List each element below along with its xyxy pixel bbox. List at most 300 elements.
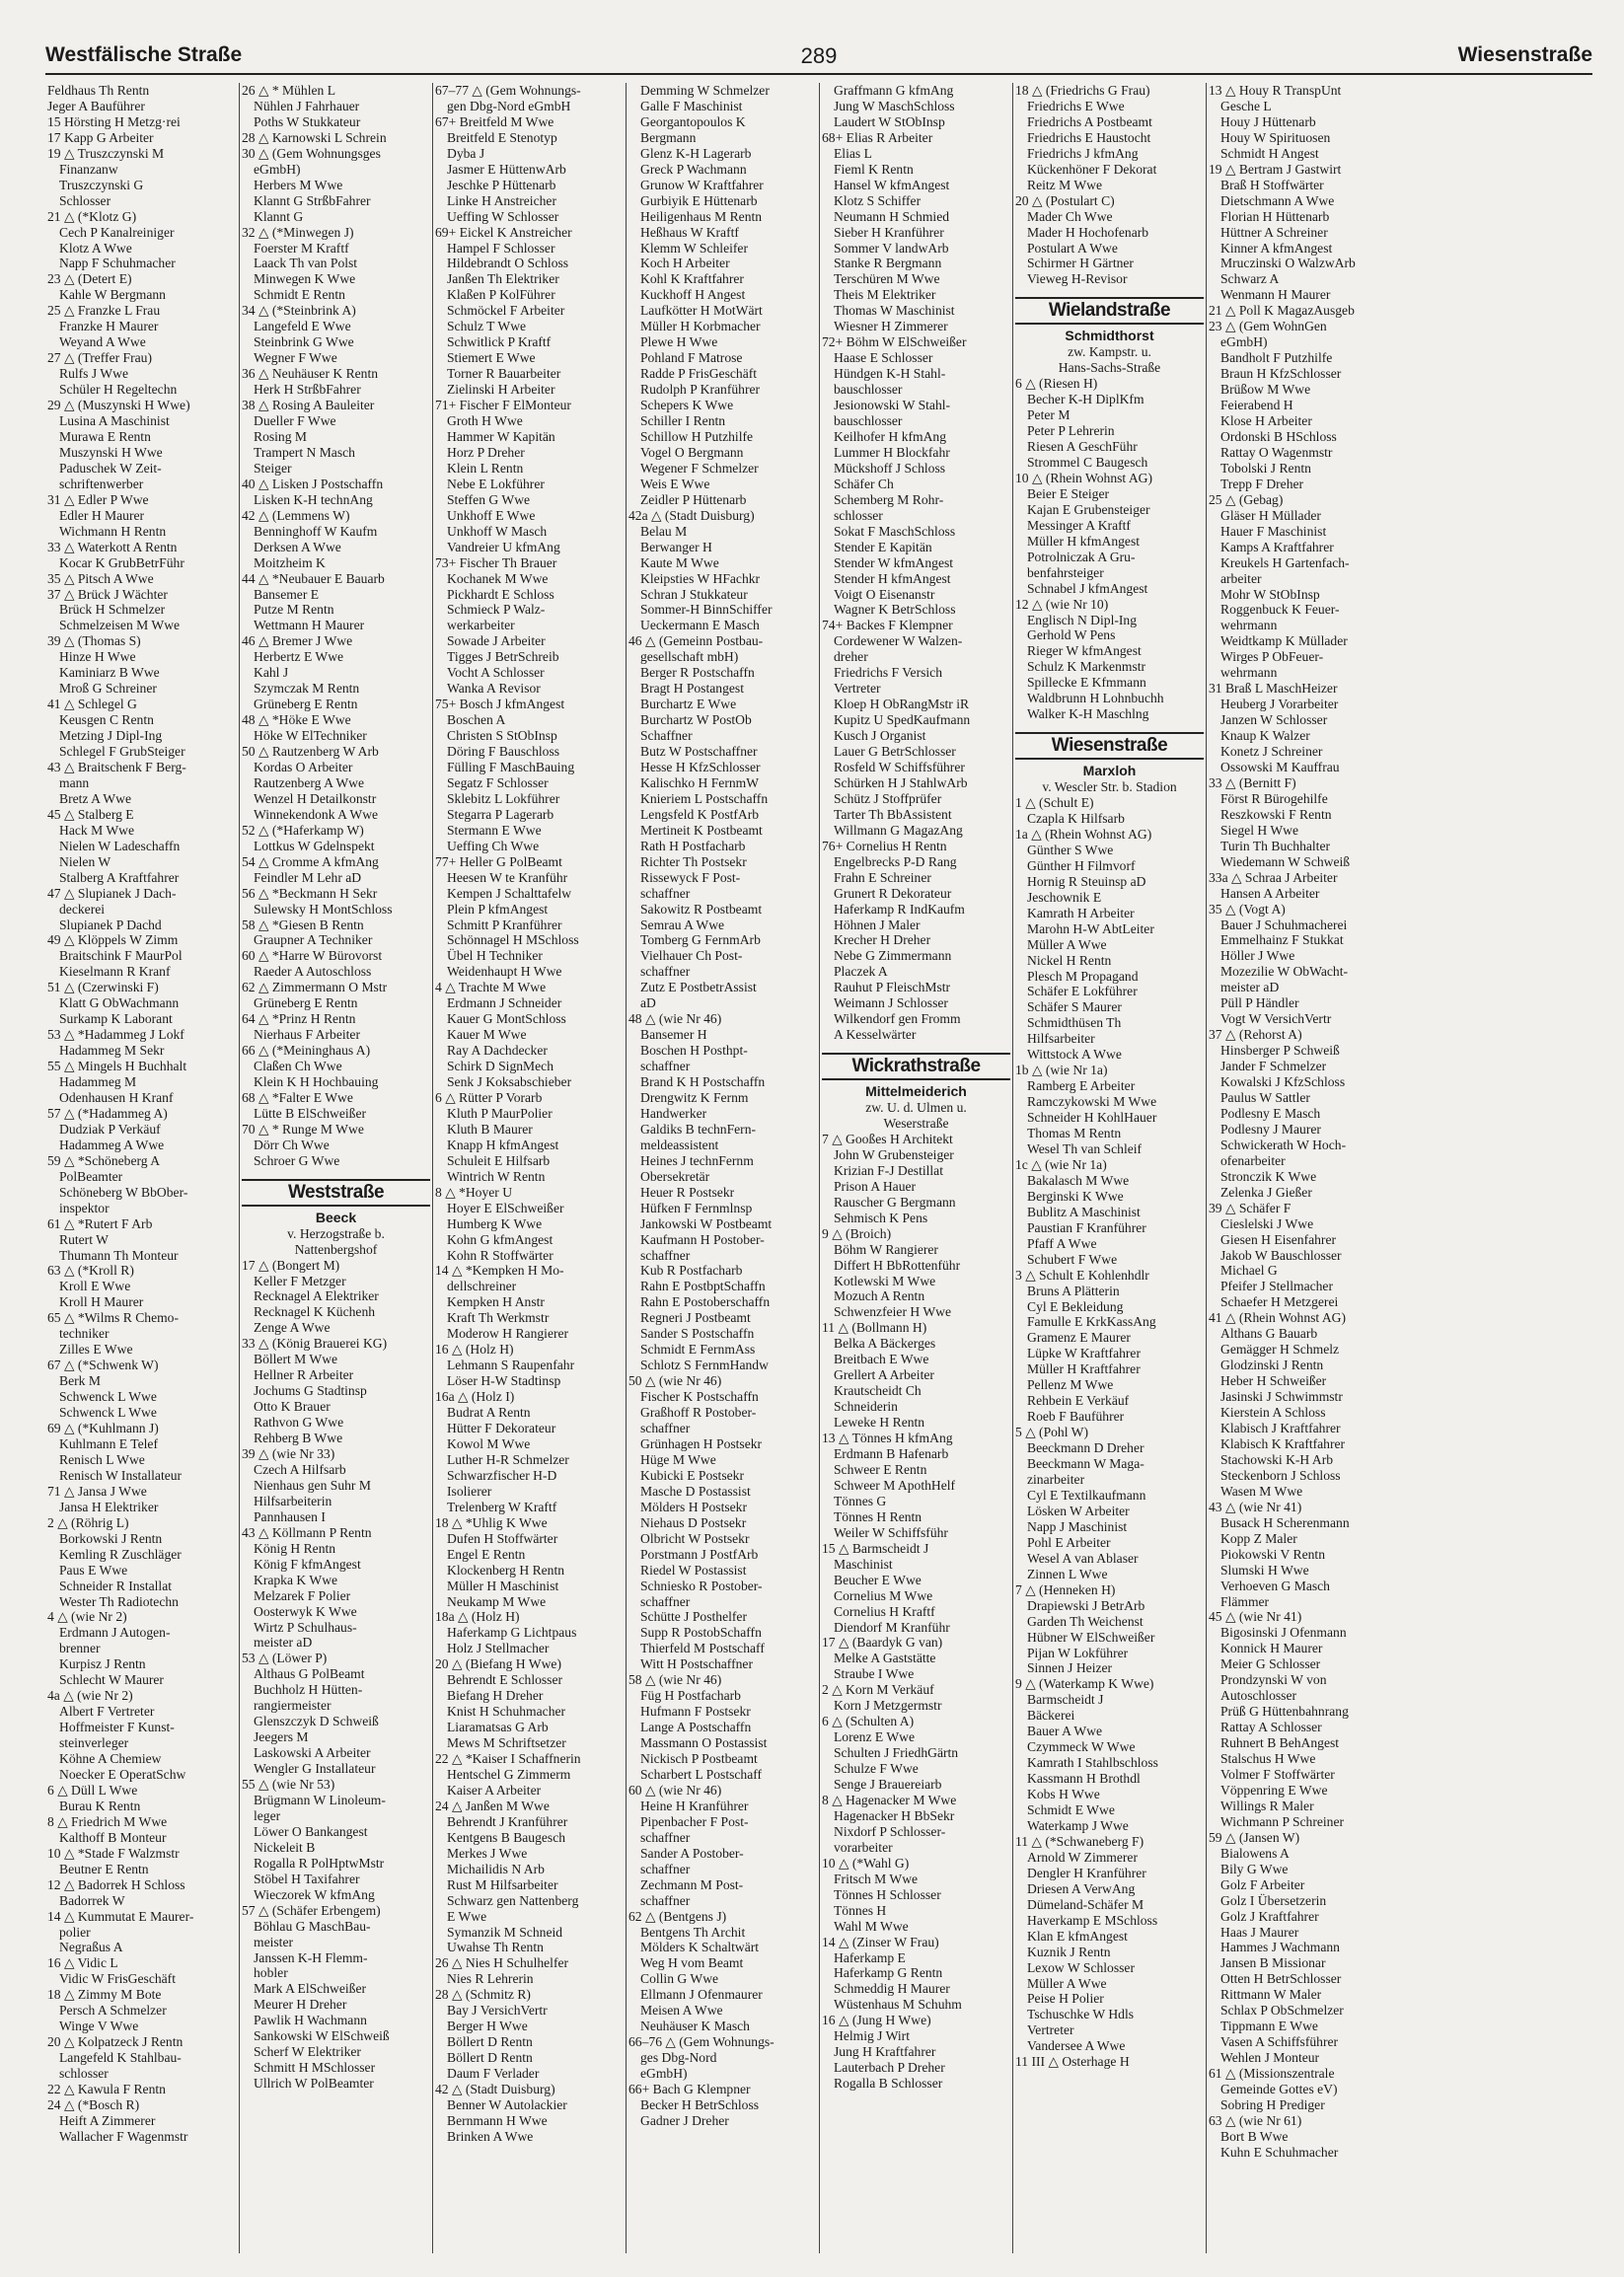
- directory-entry: Klotz S Schiffer: [834, 192, 922, 208]
- directory-entry: Tönnes H Rentn: [834, 1508, 923, 1524]
- directory-entry: gen Dbg-Nord eGmbH: [447, 98, 571, 113]
- directory-entry: 54 △ Cromme A kfmAng: [242, 853, 379, 869]
- directory-entry: Brand K H Postschaffn: [640, 1074, 766, 1090]
- directory-entry: Althans G Bauarb: [1220, 1326, 1318, 1342]
- directory-entry: Wasen M Wwe: [1220, 1483, 1303, 1499]
- directory-entry: 43 △ Köllmann P Rentn: [242, 1524, 372, 1540]
- directory-entry: Keilhofer H kfmAng: [834, 428, 947, 444]
- directory-entry: Friedrichs E Haustocht: [1027, 129, 1151, 145]
- directory-entry: Kohn G kfmAngest: [447, 1231, 554, 1247]
- directory-entry: Bansemer E: [254, 586, 320, 602]
- directory-entry: Schneider R Installat: [59, 1578, 173, 1593]
- directory-entry: Ordonski B HSchloss: [1220, 428, 1337, 444]
- directory-entry: Cornelius H Kraftf: [834, 1603, 935, 1619]
- directory-entry: Sokat F MaschSchloss: [834, 523, 956, 539]
- directory-entry: Kochanek M Wwe: [447, 570, 549, 586]
- directory-entry: Schmitt H MSchlosser: [254, 2060, 376, 2076]
- header-street-end: Wiesenstraße: [1457, 43, 1592, 66]
- directory-entry: Hilfsarbeiterin: [254, 1493, 332, 1508]
- directory-entry: Schirk D SignMech: [447, 1059, 554, 1074]
- directory-entry: Friedrichs E Wwe: [1027, 98, 1125, 113]
- directory-entry: Grellert A Arbeiter: [834, 1367, 934, 1383]
- directory-entry: Golz J Kraftfahrer: [1220, 1908, 1319, 1924]
- directory-entry: 13 △ Tönnes H kfmAng: [822, 1431, 953, 1446]
- directory-entry: Rissewyck F Post-: [640, 869, 741, 885]
- directory-entry: Hütter F Dekorateur: [447, 1421, 556, 1436]
- directory-entry: Senk J Koksabschieber: [447, 1074, 572, 1090]
- directory-entry: Symanzik M Schneid: [447, 1924, 563, 1940]
- directory-entry: Klabisch J Kraftfahrer: [1220, 1421, 1341, 1436]
- directory-entry: Schulten J FriedhGärtn: [834, 1745, 959, 1761]
- directory-entry: Tönnes G: [834, 1493, 887, 1508]
- directory-entry: Schwenck L Wwe: [59, 1389, 157, 1405]
- directory-entry: eGmbH): [1220, 334, 1268, 350]
- directory-entry: Jung H Kraftfahrer: [834, 2044, 936, 2060]
- directory-entry: Zechmann M Post-: [640, 1876, 744, 1892]
- directory-entry: Thierfeld M Postschaff: [640, 1641, 765, 1656]
- directory-entry: 45 △ (wie Nr 41): [1209, 1609, 1302, 1625]
- directory-entry: Driesen A VerwAng: [1027, 1880, 1136, 1896]
- directory-entry: Becher K-H DiplKfm: [1027, 392, 1144, 407]
- directory-entry: Heesen W te Kranführ: [447, 869, 568, 885]
- directory-entry: Lottkus W Gdelnspekt: [254, 838, 375, 853]
- directory-entry: Schubert F Wwe: [1027, 1251, 1118, 1267]
- directory-entry: Hellner R Arbeiter: [254, 1367, 354, 1383]
- street-range: v. Herzogstraße b.: [287, 1225, 385, 1241]
- directory-column-3: [432, 83, 626, 2253]
- directory-entry: Hüge M Wwe: [640, 1451, 716, 1467]
- directory-entry: Haas J Maurer: [1220, 1924, 1299, 1940]
- directory-entry: Melzarek F Polier: [254, 1587, 351, 1603]
- directory-entry: Albert F Vertreter: [59, 1704, 155, 1720]
- directory-entry: Schwenck L Wwe: [59, 1405, 157, 1421]
- directory-column-2: [239, 83, 432, 2253]
- directory-entry: Tarter Th BbAssistent: [834, 806, 952, 822]
- directory-entry: Helmig J Wirt: [834, 2028, 910, 2044]
- directory-entry: Schlax P ObSchmelzer: [1220, 2003, 1344, 2019]
- directory-entry: 8 △ Hagenacker M Wwe: [822, 1792, 957, 1807]
- directory-entry: ges Dbg-Nord: [640, 2050, 717, 2066]
- directory-entry: 41 △ (Rhein Wohnst AG): [1209, 1310, 1347, 1326]
- directory-entry: Mölders K Schaltwärt: [640, 1940, 760, 1955]
- directory-entry: Kahle W Bergmann: [59, 287, 166, 303]
- directory-entry: Ueffing Ch Wwe: [447, 838, 540, 853]
- directory-entry: Dörr Ch Wwe: [254, 1137, 330, 1152]
- directory-entry: 66 △ (*Meininghaus A): [242, 1043, 371, 1059]
- directory-entry: Berginski K Wwe: [1027, 1188, 1124, 1204]
- directory-entry: Vandreier U kfmAng: [447, 539, 560, 554]
- directory-entry: 74+ Backes F Klempner: [822, 618, 953, 633]
- directory-entry: Bily G Wwe: [1220, 1861, 1289, 1876]
- directory-entry: Zelenka J Gießer: [1220, 1184, 1312, 1200]
- directory-entry: Nielen W: [59, 853, 111, 869]
- directory-entry: Rogalla B Schlosser: [834, 2076, 943, 2092]
- directory-entry: Sowade J Arbeiter: [447, 633, 546, 649]
- directory-entry: Steinbrink G Wwe: [254, 334, 354, 350]
- directory-entry: Stiemert E Wwe: [447, 350, 536, 366]
- directory-entry: Kinner A kfmAngest: [1220, 240, 1333, 256]
- page-header: [45, 39, 1592, 73]
- directory-entry: Klose H Arbeiter: [1220, 413, 1312, 429]
- directory-entry: Rudolph P Kranführer: [640, 382, 761, 398]
- directory-entry: 16 △ (Jung H Wwe): [822, 2013, 931, 2028]
- directory-entry: Mews M Schriftsetzer: [447, 1735, 566, 1751]
- directory-entry: Klannt G: [254, 208, 304, 224]
- directory-entry: 77+ Heller G PolBeamt: [435, 853, 562, 869]
- directory-entry: Weis E Wwe: [640, 476, 710, 491]
- directory-entry: Müller A Wwe: [1027, 936, 1107, 952]
- directory-entry: Gramenz E Maurer: [1027, 1330, 1131, 1346]
- directory-entry: Willmann G MagazAng: [834, 822, 963, 838]
- directory-entry: Persch A Schmelzer: [59, 2003, 167, 2019]
- directory-entry: meldeassistent: [640, 1137, 719, 1152]
- district-heading: Marxloh: [1082, 763, 1137, 779]
- directory-entry: Garden Th Weichenst: [1027, 1613, 1144, 1629]
- directory-entry: Emmelhainz F Stukkat: [1220, 932, 1344, 948]
- directory-entry: Mruczinski O WalzwArb: [1220, 256, 1356, 271]
- directory-entry: Heines J technFernm: [640, 1152, 754, 1168]
- directory-entry: Steckenborn J Schloss: [1220, 1467, 1341, 1483]
- directory-entry: Haferkamp E: [834, 1949, 906, 1965]
- directory-entry: Bäckerei: [1027, 1708, 1075, 1724]
- directory-entry: Schürken H J StahlwArb: [834, 774, 968, 790]
- directory-entry: Pawlik H Wachmann: [254, 2013, 367, 2028]
- directory-entry: 58 △ (wie Nr 46): [628, 1672, 722, 1688]
- directory-entry: 19 △ Bertram J Gastwirt: [1209, 161, 1342, 177]
- directory-entry: Schulze F Wwe: [834, 1761, 919, 1777]
- directory-entry: 70 △ * Runge M Wwe: [242, 1121, 364, 1137]
- directory-entry: Kauer M Wwe: [447, 1027, 527, 1043]
- directory-entry: 63 △ (wie Nr 61): [1209, 2112, 1302, 2128]
- directory-entry: Bigosinski J Ofenmann: [1220, 1625, 1347, 1641]
- directory-entry: Kluth P MaurPolier: [447, 1105, 553, 1121]
- directory-entry: 11 △ (*Schwaneberg F): [1015, 1833, 1144, 1849]
- directory-entry: Rautzenberg A Wwe: [254, 774, 364, 790]
- directory-entry: Wüstenhaus M Schuhm: [834, 1997, 962, 2013]
- directory-entry: Jansa H Elektriker: [59, 1499, 159, 1514]
- directory-entry: 20 △ Kolpatzeck J Rentn: [47, 2034, 184, 2050]
- directory-entry: Zinnen L Wwe: [1027, 1566, 1108, 1581]
- directory-entry: Messinger A Kraftf: [1027, 517, 1131, 533]
- directory-entry: 10 △ *Stade F Walzmstr: [47, 1845, 180, 1861]
- directory-entry: Füg H Postfacharb: [640, 1688, 741, 1704]
- directory-entry: Vidic W FrisGeschäft: [59, 1971, 176, 1987]
- directory-entry: 76+ Cornelius H Rentn: [822, 838, 947, 853]
- directory-entry: Nielen W Ladeschaffn: [59, 838, 181, 853]
- directory-entry: bauschlosser: [834, 413, 903, 429]
- directory-entry: Hinsberger P Schweiß: [1220, 1043, 1340, 1059]
- directory-entry: Kotlewski M Wwe: [834, 1273, 936, 1288]
- directory-entry: Jeger A Bauführer: [47, 98, 145, 113]
- directory-entry: Kuckhoff H Angest: [640, 287, 746, 303]
- directory-entry: 3 △ Schult E Kohlenhdlr: [1015, 1267, 1149, 1283]
- directory-entry: Graffmann G kfmAng: [834, 83, 954, 98]
- directory-entry: Köhne A Chemiew: [59, 1751, 162, 1767]
- directory-entry: Mader H Hochofenarb: [1027, 224, 1149, 240]
- directory-entry: Schäfer S Maurer: [1027, 999, 1122, 1015]
- directory-entry: Bublitz A Maschinist: [1027, 1204, 1141, 1219]
- directory-entry: Brinken A Wwe: [447, 2128, 534, 2144]
- directory-entry: Benner W Autolackier: [447, 2097, 567, 2112]
- directory-entry: 33a △ Schraa J Arbeiter: [1209, 869, 1338, 885]
- directory-entry: Prüß G Hüttenbahnrang: [1220, 1704, 1349, 1720]
- directory-entry: Laudert W StObInsp: [834, 113, 945, 129]
- directory-entry: 36 △ Neuhäuser K Rentn: [242, 366, 379, 382]
- directory-entry: 71+ Fischer F ElMonteur: [435, 398, 571, 413]
- directory-entry: Christen S StObInsp: [447, 728, 557, 744]
- directory-entry: 22 △ *Kaiser I Schaffnerin: [435, 1751, 581, 1767]
- directory-entry: Roeb F Bauführer: [1027, 1409, 1125, 1425]
- directory-entry: 37 △ (Rehorst A): [1209, 1027, 1302, 1043]
- directory-entry: Müller H Kraftfahrer: [1027, 1361, 1141, 1377]
- directory-entry: eGmbH): [640, 2066, 688, 2082]
- directory-entry: Wenzel H Detailkonstr: [254, 790, 377, 806]
- directory-entry: Böllert M Wwe: [254, 1352, 338, 1367]
- directory-entry: Braun H KfzSchlosser: [1220, 366, 1342, 382]
- directory-entry: Schwarz A: [1220, 271, 1280, 287]
- directory-entry: Klockenberg H Rentn: [447, 1562, 565, 1578]
- directory-entry: Bragt H Postangest: [640, 681, 744, 697]
- directory-entry: 50 △ Rautzenberg W Arb: [242, 744, 379, 760]
- directory-entry: Otto K Brauer: [254, 1399, 331, 1415]
- directory-entry: Jeschownik E: [1027, 889, 1102, 905]
- directory-entry: Wirges P ObFeuer-: [1220, 649, 1324, 665]
- directory-entry: Weiler W Schiffsführ: [834, 1524, 948, 1540]
- directory-entry: Haverkamp E MSchloss: [1027, 1912, 1158, 1928]
- directory-entry: Höke W ElTechniker: [254, 728, 367, 744]
- directory-entry: 50 △ (wie Nr 46): [628, 1373, 722, 1389]
- directory-entry: Burchartz E Wwe: [640, 697, 737, 712]
- directory-entry: Braitschink F MaurPol: [59, 948, 183, 964]
- directory-entry: Grünhagen H Postsekr: [640, 1435, 763, 1451]
- street-range: v. Wescler Str. b. Stadion: [1042, 779, 1177, 795]
- directory-entry: Kloep H ObRangMstr iR: [834, 697, 970, 712]
- directory-entry: 66–76 △ (Gem Wohnungs-: [628, 2034, 775, 2050]
- directory-entry: Butz W Postschaffner: [640, 744, 758, 760]
- directory-entry: Tobolski J Rentn: [1220, 460, 1311, 476]
- directory-entry: Hübner W ElSchweißer: [1027, 1629, 1155, 1645]
- directory-entry: Heift A Zimmerer: [59, 2112, 156, 2128]
- directory-entry: Voigt O Eisenanstr: [834, 586, 935, 602]
- directory-entry: Metzing J Dipl-Ing: [59, 728, 163, 744]
- directory-entry: Becker H BetrSchloss: [640, 2097, 760, 2112]
- directory-entry: Pohl E Arbeiter: [1027, 1534, 1111, 1550]
- directory-entry: Handwerker: [640, 1105, 707, 1121]
- directory-entry: Haferkamp R IndKaufm: [834, 901, 965, 917]
- directory-entry: Janzen W Schlosser: [1220, 712, 1328, 728]
- directory-entry: Unkhoff E Wwe: [447, 507, 536, 523]
- directory-entry: Nebe E Lokführer: [447, 476, 545, 491]
- directory-entry: Heßhaus W Kraftf: [640, 224, 739, 240]
- directory-entry: 60 △ *Harre W Bürovorst: [242, 948, 383, 964]
- directory-entry: Brück H Schmelzer: [59, 602, 166, 618]
- directory-entry: Segatz F Schlosser: [447, 774, 549, 790]
- directory-entry: 12 △ (wie Nr 10): [1015, 596, 1109, 612]
- street-heading: Wiesenstraße: [1015, 732, 1204, 760]
- directory-entry: schaffner: [640, 885, 691, 901]
- directory-entry: Trampert N Masch: [254, 444, 355, 460]
- directory-entry: Pijan W Lokführer: [1027, 1645, 1129, 1660]
- directory-entry: 24 △ (*Bosch R): [47, 2097, 140, 2112]
- directory-entry: Theis M Elektriker: [834, 287, 936, 303]
- directory-entry: Schiller I Rentn: [640, 413, 726, 429]
- street-range: zw. Kampstr. u.: [1068, 344, 1151, 360]
- directory-entry: Brüßow M Wwe: [1220, 382, 1311, 398]
- directory-entry: Wegener F Schmelzer: [640, 460, 759, 476]
- directory-entry: Napp J Maschinist: [1027, 1518, 1128, 1534]
- directory-entry: Schroer G Wwe: [254, 1152, 340, 1168]
- directory-entry: Cornelius M Wwe: [834, 1587, 933, 1603]
- directory-entry: Rahn E Postoberschaffn: [640, 1294, 771, 1310]
- directory-entry: Meisen A Wwe: [640, 2003, 723, 2019]
- directory-entry: 6 △ Düll L Wwe: [47, 1782, 138, 1798]
- directory-entry: 11 III △ Osterhage H: [1015, 2054, 1130, 2070]
- directory-entry: Cyl E Textilkaufmann: [1027, 1487, 1146, 1503]
- directory-entry: Schniesko R Postober-: [640, 1578, 763, 1593]
- directory-entry: Grunert R Dekorateur: [834, 885, 952, 901]
- directory-entry: Dueller F Wwe: [254, 413, 336, 429]
- directory-entry: Kowalski J KfzSchloss: [1220, 1074, 1346, 1090]
- directory-entry: 35 △ Pitsch A Wwe: [47, 570, 154, 586]
- directory-entry: Bernmann H Wwe: [447, 2112, 548, 2128]
- directory-entry: Althaus G PolBeamt: [254, 1666, 365, 1682]
- directory-entry: Kamps A Kraftfahrer: [1220, 539, 1334, 554]
- directory-entry: Zielinski H Arbeiter: [447, 382, 555, 398]
- directory-entry: Surkamp K Laborant: [59, 1011, 173, 1027]
- directory-entry: Maschinist: [834, 1556, 893, 1572]
- directory-entry: Knist H Schuhmacher: [447, 1704, 566, 1720]
- directory-entry: Napp F Schuhmacher: [59, 256, 176, 271]
- directory-entry: 18a △ (Holz H): [435, 1609, 520, 1625]
- directory-entry: Sankowski W ElSchweiß: [254, 2028, 390, 2044]
- directory-entry: 16 △ Vidic L: [47, 1955, 118, 1971]
- directory-entry: wehrmann: [1220, 618, 1278, 633]
- directory-entry: Hündgen K-H Stahl-: [834, 366, 946, 382]
- directory-entry: Paus E Wwe: [59, 1562, 128, 1578]
- directory-entry: Neumann H Schmied: [834, 208, 950, 224]
- directory-entry: Kordas O Arbeiter: [254, 759, 353, 774]
- directory-entry: 33 △ Waterkott A Rentn: [47, 539, 178, 554]
- directory-entry: Ramberg E Arbeiter: [1027, 1078, 1136, 1094]
- directory-entry: 58 △ *Giesen B Rentn: [242, 917, 364, 932]
- directory-entry: Jasmer E HüttenwArb: [447, 161, 566, 177]
- directory-entry: Kusch J Organist: [834, 728, 926, 744]
- directory-entry: 65 △ *Wilms R Chemo-: [47, 1310, 180, 1326]
- directory-entry: Rattay O Wagenmstr: [1220, 444, 1333, 460]
- directory-entry: Klabisch K Kraftfahrer: [1220, 1435, 1346, 1451]
- directory-entry: 14 △ Kummutat E Maurer-: [47, 1908, 194, 1924]
- directory-entry: Wesel Th van Schleif: [1027, 1141, 1143, 1156]
- directory-entry: Brügmann W Linoleum-: [254, 1792, 386, 1807]
- directory-entry: 6 △ (Riesen H): [1015, 376, 1098, 392]
- directory-entry: Bansemer H: [640, 1027, 707, 1043]
- directory-entry: Isolierer: [447, 1483, 492, 1499]
- directory-entry: Poths W Stukkateur: [254, 113, 361, 129]
- directory-entry: Kleipsties W HFachkr: [640, 570, 761, 586]
- directory-entry: Jankowski W Postbeamt: [640, 1215, 773, 1231]
- directory-entry: 6 △ (Schulten A): [822, 1714, 915, 1729]
- directory-entry: 11 △ (Bollmann H): [822, 1320, 927, 1336]
- directory-entry: Löwer O Bankangest: [254, 1823, 368, 1839]
- directory-entry: Wieczorek W kfmAng: [254, 1886, 375, 1902]
- directory-entry: Stalschus H Wwe: [1220, 1751, 1316, 1767]
- directory-entry: Ueffing W Schlosser: [447, 208, 559, 224]
- directory-entry: Ruhnert B BehAngest: [1220, 1735, 1340, 1751]
- header-rule: [45, 73, 1592, 75]
- directory-entry: Schepers K Wwe: [640, 398, 734, 413]
- directory-entry: Burchartz W PostOb: [640, 712, 752, 728]
- directory-entry: aD: [640, 995, 656, 1011]
- directory-entry: Schwarzfischer H-D: [447, 1467, 557, 1483]
- directory-entry: Ramczykowski M Wwe: [1027, 1094, 1157, 1110]
- directory-entry: Schmidt H Angest: [1220, 145, 1319, 161]
- directory-entry: Wilkendorf gen Fromm: [834, 1011, 961, 1027]
- directory-entry: 17 Kapp G Arbeiter: [47, 129, 154, 145]
- directory-entry: 48 △ (wie Nr 46): [628, 1011, 722, 1027]
- directory-entry: Vandersee A Wwe: [1027, 2038, 1126, 2054]
- directory-entry: Wiedemann W Schweiß: [1220, 853, 1351, 869]
- directory-entry: Böllert D Rentn: [447, 2034, 533, 2050]
- directory-entry: Schütte J Posthelfer: [640, 1609, 747, 1625]
- directory-entry: Knaup K Walzer: [1220, 728, 1310, 744]
- directory-entry: Ullrich W PolBeamter: [254, 2076, 374, 2092]
- directory-entry: Kückenhöner F Dekorat: [1027, 161, 1157, 177]
- directory-entry: Behrendt J Kranführer: [447, 1813, 568, 1829]
- directory-entry: Scharbert L Postschaff: [640, 1766, 763, 1782]
- directory-entry: Otten H BetrSchlosser: [1220, 1971, 1342, 1987]
- directory-entry: 53 △ (Löwer P): [242, 1651, 328, 1666]
- directory-entry: Kieselmann R Kranf: [59, 964, 171, 980]
- directory-entry: wehrmann: [1220, 665, 1278, 681]
- directory-entry: Wesel A van Ablaser: [1027, 1550, 1139, 1566]
- directory-entry: Hilfsarbeiter: [1027, 1031, 1095, 1047]
- directory-entry: Schlegel F GrubSteiger: [59, 744, 185, 760]
- directory-entry: Klotz A Wwe: [59, 240, 132, 256]
- directory-entry: Raeder A Autoschloss: [254, 964, 372, 980]
- directory-entry: 52 △ (*Haferkamp W): [242, 822, 364, 838]
- directory-entry: Rathvon G Wwe: [254, 1415, 344, 1431]
- directory-entry: Edler H Maurer: [59, 507, 145, 523]
- directory-entry: Roggenbuck K Feuer-: [1220, 602, 1340, 618]
- directory-entry: Lusina A Maschinist: [59, 413, 170, 429]
- directory-entry: Kempen J Schalttafelw: [447, 885, 572, 901]
- directory-entry: schriftenwerber: [59, 476, 144, 491]
- directory-entry: Linke H Anstreicher: [447, 192, 556, 208]
- directory-entry: Dietschmann A Wwe: [1220, 192, 1335, 208]
- directory-entry: Nühlen J Fahrhauer: [254, 98, 360, 113]
- directory-entry: Rauscher G Bergmann: [834, 1194, 956, 1210]
- directory-entry: Busack H Scherenmann: [1220, 1514, 1350, 1530]
- directory-entry: Hesse H KfzSchlosser: [640, 759, 761, 774]
- directory-entry: 42 △ (Lemmens W): [242, 507, 350, 523]
- directory-entry: Kuhlmann E Telef: [59, 1435, 158, 1451]
- directory-entry: Kaiser A Arbeiter: [447, 1782, 542, 1798]
- directory-entry: Kierstein A Schloss: [1220, 1405, 1326, 1421]
- directory-entry: Püll P Händler: [1220, 995, 1299, 1011]
- directory-entry: 18 △ Zimmy M Bote: [47, 1987, 162, 2003]
- directory-column-6: [1012, 83, 1206, 2253]
- directory-entry: König H Rentn: [254, 1540, 336, 1556]
- directory-entry: Keller F Metzger: [254, 1273, 346, 1288]
- directory-entry: Hack M Wwe: [59, 822, 135, 838]
- directory-entry: Bort B Wwe: [1220, 2128, 1289, 2144]
- directory-entry: Unkhoff W Masch: [447, 523, 548, 539]
- directory-entry: Obersekretär: [640, 1168, 710, 1184]
- directory-entry: Dengler H Kranführer: [1027, 1865, 1146, 1880]
- directory-entry: 62 △ (Bentgens J): [628, 1908, 727, 1924]
- directory-entry: Bakalasch M Wwe: [1027, 1172, 1130, 1188]
- directory-entry: 33 △ (Bernitt F): [1209, 774, 1296, 790]
